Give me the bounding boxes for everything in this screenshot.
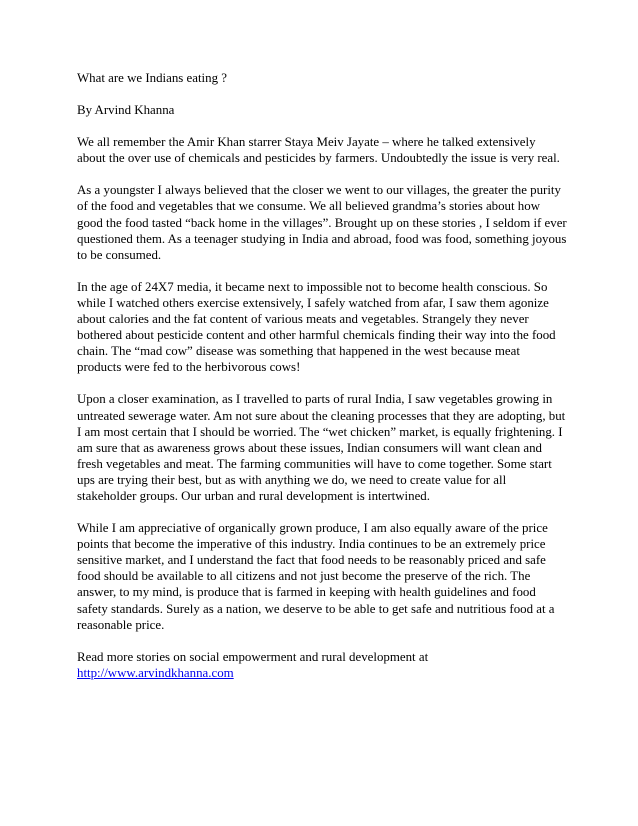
paragraph-4: Upon a closer examination, as I travelled to parts of rural India, I saw vegetables growing in untreated sewerage water. Am not sure about the cleaning processes that they are adopting, but I am most certain that I should be worried. The “wet chicken” market, is equally frightening. I am sure that as awareness grows about these issues, Indian consumers will want clean and fresh vegetables and meat. The farming communities will have to come together. Some start ups are trying their best, but as with anything we do, we need to create value for all stakeholder groups. Our urban and rural development is intertwined. bbox=[77, 392, 566, 503]
footer-text: Read more stories on social empowerment and rural development at bbox=[77, 649, 429, 664]
paragraph-3: In the age of 24X7 media, it became next to impossible not to become health conscious. So while I watched others exercise extensively, I safely watched from afar, I saw them agonize about calories and the fat content of various meats and vegetables. Strangely they never bothered about pesticide content and other harmful chemicals finding their way into the food chain. The “mad cow” disease was something that happened in the west because meat products were fed to the herbivorous cows! bbox=[77, 279, 556, 375]
document-byline: By Arvind Khanna bbox=[77, 103, 175, 118]
document-page bbox=[77, 70, 567, 681]
paragraph-1: We all remember the Amir Khan starrer Staya Meiv Jayate – where he talked extensively about the over use of chemicals and pesticides by farmers. Undoubtedly the issue is very real. bbox=[77, 135, 560, 166]
document-title: What are we Indians eating ? bbox=[77, 71, 227, 85]
website-link[interactable]: http://www.arvindkhanna.com bbox=[77, 665, 234, 680]
paragraph-5: While I am appreciative of organically grown produce, I am also equally aware of the price points that become the imperative of this industry. India continues to be an extremely price sensitive market, and I understand the fact that food needs to be reasonably priced and safe food should be available to all citizens and not just become the preserve of the rich. The answer, to my mind, is produce that is farmed in keeping with health guidelines and food safety standards. Surely as a nation, we deserve to be able to get safe and nutritious food at a reasonable price. bbox=[77, 521, 555, 632]
footer-paragraph bbox=[77, 649, 567, 681]
paragraph-2: As a youngster I always believed that the closer we went to our villages, the greater the purity of the food and vegetables that we consume. We all believed grandma’s stories about how good the food tasted “back home in the villages”. Brought up on these stories , I seldom if ever questioned them. As a teenager studying in India and abroad, food was food, something joyous to be consumed. bbox=[77, 183, 567, 262]
